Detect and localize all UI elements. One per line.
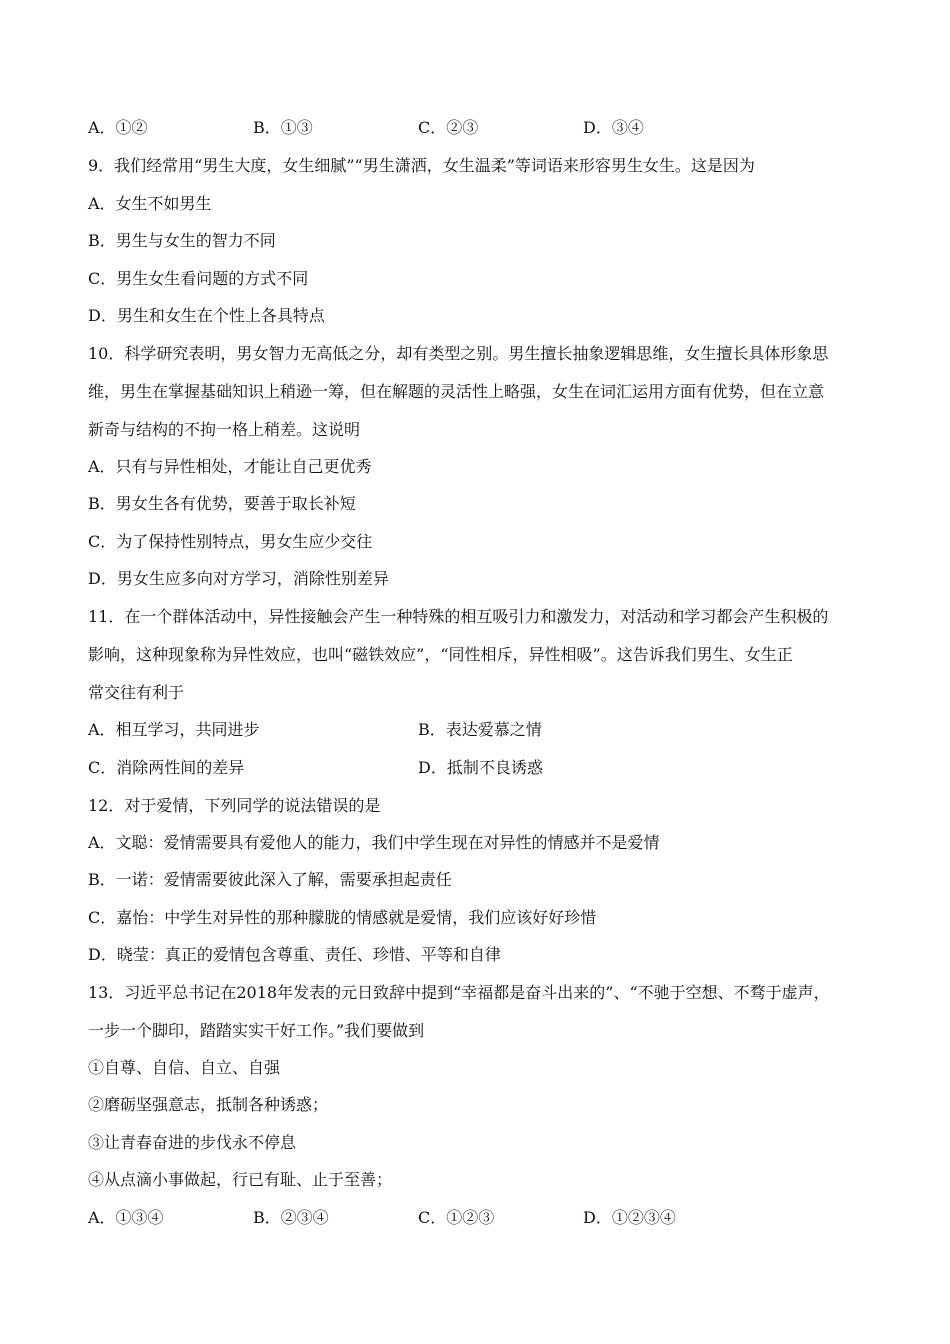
q9-option-c: C．男生女生看问题的方式不同 [88,269,309,288]
q9-option-b: B．男生与女生的智力不同 [88,231,276,250]
q11-option-a: A．相互学习，共同进步 [88,720,260,739]
q10-option-d: D．男女生应多向对方学习，消除性别差异 [88,569,389,588]
q13-item-4: ④从点滴小事做起，行已有耻、止于至善； [88,1170,393,1189]
q10-stem-line-1: 10．科学研究表明，男女智力无高低之分，却有类型之别。男生擅长抽象逻辑思维，女生擅长具体形象思 [88,344,829,363]
q13-item-1: ①自尊、自信、自立、自强 [88,1058,281,1077]
q8-option-a: A．①② [88,118,148,137]
q10-stem-line-3: 新奇与结构的不拘一格上稍差。这说明 [88,420,361,439]
q11-option-d: D．抵制不良诱惑 [418,758,543,777]
q8-option-d: D．③④ [583,118,644,137]
q13-option-b: B．②③④ [253,1208,329,1227]
q8-option-c: C．②③ [418,118,479,137]
q13-item-2: ②磨砺坚强意志，抵制各种诱惑； [88,1095,329,1114]
q9-option-d: D．男生和女生在个性上各具特点 [88,306,325,325]
q9-option-a: A．女生不如男生 [88,194,212,213]
q13-stem-line-2: 一步一个脚印，踏踏实实干好工作。”我们要做到 [88,1021,425,1040]
q10-option-b: B．男女生各有优势，要善于取长补短 [88,494,356,513]
q9-stem: 9．我们经常用“男生大度，女生细腻”“男生潇洒，女生温柔”等词语来形容男生女生。这是因为 [88,156,755,175]
q11-stem-line-2: 影响，这种现象称为异性效应，也叫“磁铁效应”，“同性相斥，异性相吸”。这告诉我们男生、女生正 [88,645,793,664]
q12-stem: 12．对于爱情，下列同学的说法错误的是 [88,796,381,815]
q10-option-a: A．只有与异性相处，才能让自己更优秀 [88,457,372,476]
q13-option-d: D．①②③④ [583,1208,676,1227]
q13-option-a: A．①③④ [88,1208,164,1227]
q11-option-c: C．消除两性间的差异 [88,758,245,777]
q11-stem-line-3: 常交往有利于 [88,683,185,702]
q12-option-b: B．一诺：爱情需要彼此深入了解，需要承担起责任 [88,870,452,889]
q10-option-c: C．为了保持性别特点，男女生应少交往 [88,532,373,551]
q10-stem-line-2: 维，男生在掌握基础知识上稍逊一筹，但在解题的灵活性上略强，女生在词汇运用方面有优势，但在立意 [88,382,825,401]
q8-option-b: B．①③ [253,118,313,137]
q13-item-3: ③让青春奋进的步伐永不停息 [88,1133,297,1152]
q13-stem-line-1: 13．习近平总书记在2018年发表的元日致辞中提到“幸福都是奋斗出来的”、“不驰于空想、不骛于虚声， [88,983,830,1002]
q12-option-c: C．嘉怡：中学生对异性的那种朦胧的情感就是爱情，我们应该好好珍惜 [88,908,597,927]
q13-option-c: C．①②③ [418,1208,495,1227]
q12-option-d: D．晓莹：真正的爱情包含尊重、责任、珍惜、平等和自律 [88,945,501,964]
q11-stem-line-1: 11．在一个群体活动中，异性接触会产生一种特殊的相互吸引力和激发力，对活动和学习都会产生积极的 [88,607,829,626]
q12-option-a: A．文聪：爱情需要具有爱他人的能力，我们中学生现在对异性的情感并不是爱情 [88,833,660,852]
q11-option-b: B．表达爱慕之情 [418,720,542,739]
